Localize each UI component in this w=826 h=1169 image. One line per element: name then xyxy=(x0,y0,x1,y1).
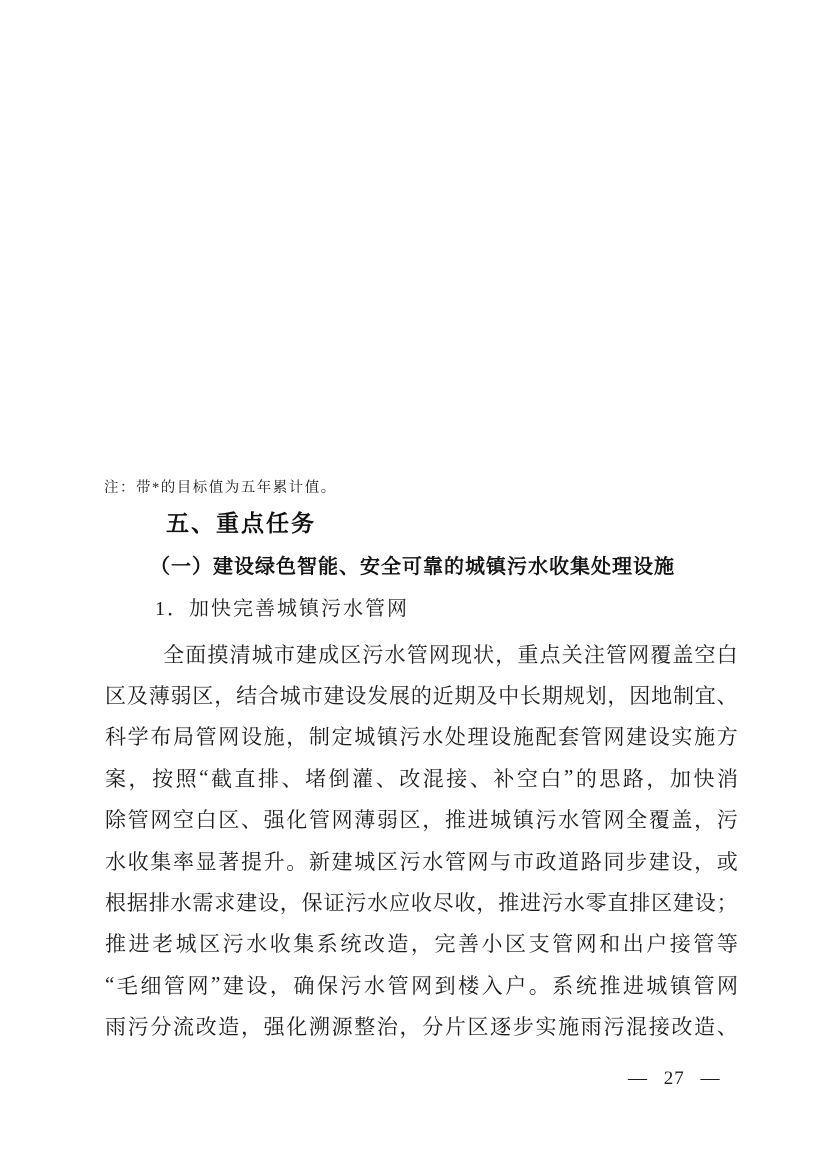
item-heading: 1．加快完善城镇污水管网 xyxy=(155,598,409,620)
paragraph-line: “ 毛 细 管 网 ” 建 设 ， 确 保 污 水 管 网 到 楼 入 户 。 系 统 推 进 城 镇 管 网 xyxy=(105,972,738,998)
page-number: — 27 — xyxy=(628,1068,721,1089)
section-heading: 五、重点任务 xyxy=(166,510,316,536)
paragraph-line: 全 面 摸 清 城 市 建 成 区 污 水 管 网 现 状 ， 重 点 关 注 管 网 覆 盖 空 白 xyxy=(163,642,738,667)
paragraph-line: 水 收 集 率 显 著 提 升 。 新 建 城 区 污 水 管 网 与 市 政 道 路 同 步 建 设 ， 或 xyxy=(105,849,738,874)
paragraph-line: 区 及 薄 弱 区 ， 结 合 城 市 建 设 发 展 的 近 期 及 中 长 期 规 划 ， 因 地 制 宜 、 xyxy=(105,684,738,709)
paragraph-line: 除 管 网 空 白 区 、 强 化 管 网 薄 弱 区 ， 推 进 城 镇 污 水 管 网 全 覆 盖 ， 污 xyxy=(105,808,738,833)
paragraph-line: 科 学 布 局 管 网 设 施 ， 制 定 城 镇 污 水 处 理 设 施 配 套 管 网 建 设 实 施 方 xyxy=(105,725,738,750)
subsection-heading: （一）建设绿色智能、安全可靠的城镇污水收集处理设施 xyxy=(150,556,675,578)
paragraph-line: 雨 污 分 流 改 造 ， 强 化 溯 源 整 治 ， 分 片 区 逐 步 实 施 雨 污 混 接 改 造 、 xyxy=(105,1015,738,1040)
paragraph-line: 推 进 老 城 区 污 水 收 集 系 统 改 造 ， 完 善 小 区 支 管 网 和 出 户 接 管 等 xyxy=(105,932,738,957)
paragraph-line: 根 据 排 水 需 求 建 设 ， 保 证 污 水 应 收 尽 收 ， 推 进 污 水 零 直 排 区 建 设 ； xyxy=(105,891,738,916)
paragraph-line: 案 ， 按 照 “ 截 直 排 、 堵 倒 灌 、 改 混 接 、 补 空 白 ” 的 思 路 ， 加 快 消 xyxy=(105,765,738,791)
body-paragraph xyxy=(105,633,738,1047)
table-note: 注：带*的目标值为五年累计值。 xyxy=(104,480,337,496)
